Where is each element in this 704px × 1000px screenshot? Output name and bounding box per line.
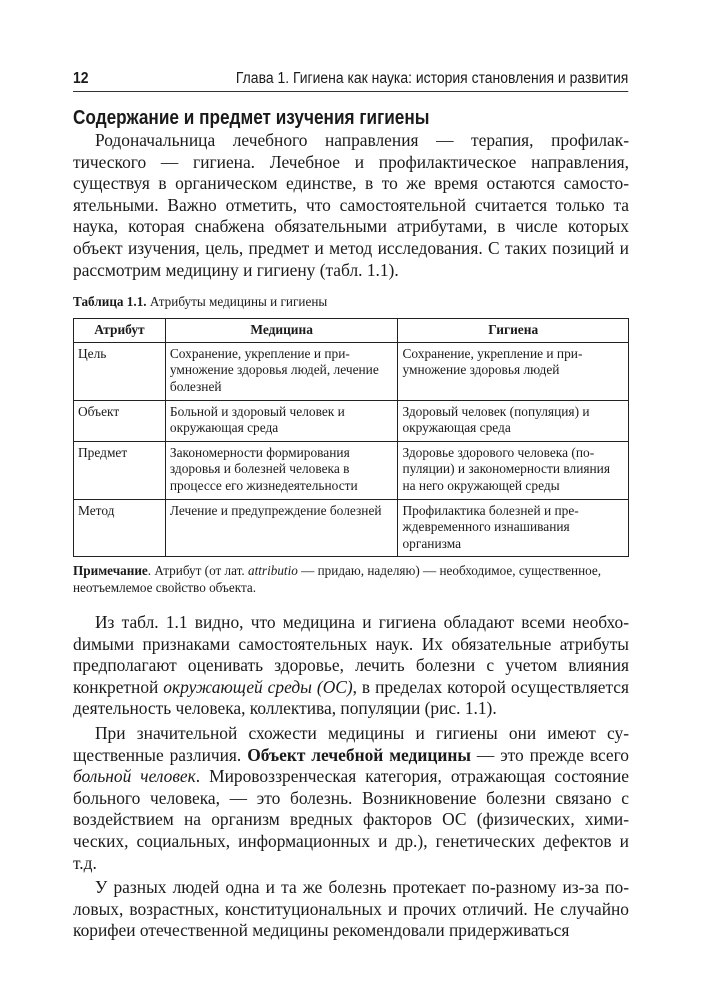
table-caption-label: Таблица 1.1.	[73, 294, 147, 310]
p3-text-c: . Мировоззренческая категория, отражающая состояние больного человека, — это болезнь. Возникновение болезни связано с воздействием на организм вредных факторов ОС (физических, химических, социальных, информационных и др.), генетических дефектов и т.д.	[73, 766, 629, 873]
section-title: Содержание и предмет изучения гигиены	[73, 107, 430, 129]
column-header-hygiene: Гигиена	[398, 319, 629, 343]
note-latin-term: attributio	[248, 563, 298, 579]
page-number: 12	[73, 70, 89, 87]
table-header-row	[74, 319, 629, 343]
running-title: Глава 1. Гигиена как наука: история становления и развития	[235, 70, 629, 87]
attributes-table	[73, 318, 629, 557]
cell-hygiene: Здоровый человек (популяция) и окружающая среда	[398, 400, 629, 441]
cell-attribute: Предмет	[74, 441, 166, 499]
p3-term-object: Объект лечебной медицины	[247, 744, 471, 765]
table-note	[73, 563, 629, 596]
book-page	[73, 70, 629, 942]
cell-medicine: Сохранение, укрепление и приумножение здоровья людей, лечение болезней	[165, 342, 398, 400]
note-text-b: — придаю, наделяю) — необходимое, существенное, неотъемлемое свойство объекта.	[73, 563, 602, 595]
p2-text-b: , в пределах которой осуществляется деятельность человека, коллектива, популяции (рис. 1.1).	[73, 676, 629, 719]
column-header-medicine: Медицина	[165, 319, 398, 343]
cell-attribute: Объект	[74, 400, 166, 441]
note-text-a: . Атрибут (от лат.	[147, 563, 249, 579]
table-row	[74, 342, 629, 400]
paragraph-intro: Родоначальница лечебного направления — терапия, профилактического — гигиена. Лечебное и профилактическое направления, существуя в органическом единстве, в то же время остаются самостоятельными. Важно отметить, что самостоятельной считается только та наука, которая снабжена обязательными атрибутами, в числе которых объект изучения, цель, предмет и метод исследования. С таких позиций и рассмотрим медицину и гигиену (табл. 1.1).	[73, 130, 629, 280]
cell-hygiene: Профилактика болезней и преждевременного изнашивания организма	[398, 499, 629, 557]
paragraph-differences	[73, 723, 629, 874]
cell-attribute: Цель	[74, 342, 166, 400]
running-header	[73, 70, 628, 92]
p3-text-b: — это прежде всего	[471, 744, 629, 765]
note-label: Примечание	[73, 563, 148, 579]
p3-term-patient: больной человек	[73, 766, 196, 787]
cell-medicine: Больной и здоровый человек и окружающая среда	[165, 400, 398, 441]
paragraph-individual: У разных людей одна и та же болезнь протекает по-разному из-за половых, возрастных, конституциональных и прочих отличий. Не случайно корифеи отечественной медицины рекомендовали придерживаться	[73, 877, 629, 941]
table-row	[74, 499, 629, 557]
cell-hygiene: Здоровье здорового человека (популяции) и закономерности влияния на него окружающей среды	[398, 441, 629, 499]
p2-term-environment: окружающей среды (ОС)	[163, 676, 353, 697]
paragraph-attributes	[73, 612, 629, 720]
cell-hygiene: Сохранение, укрепление и приумножение здоровья людей	[398, 342, 629, 400]
cell-medicine: Лечение и предупреждение болезней	[165, 499, 398, 557]
table-row	[74, 441, 629, 499]
table-caption	[73, 294, 629, 310]
p2-text-a: Из табл. 1.1 видно, что медицина и гигиена обладают всеми необхоdимыми признаками самостоятельных наук. Их обязательные атрибуты предполагают оценивать здоровье, лечить болезни с учетом влияния конкретной	[73, 612, 629, 697]
table-caption-text: Атрибуты медицины и гигиены	[146, 294, 328, 310]
p3-text-a: При значительной схожести медицины и гигиены они имеют существенные различия.	[73, 723, 629, 765]
column-header-attribute: Атрибут	[74, 319, 166, 343]
cell-medicine: Закономерности формирования здоровья и болезней человека в процессе его жизнедеятельности	[165, 441, 398, 499]
cell-attribute: Метод	[74, 499, 166, 557]
table-row	[74, 400, 629, 441]
